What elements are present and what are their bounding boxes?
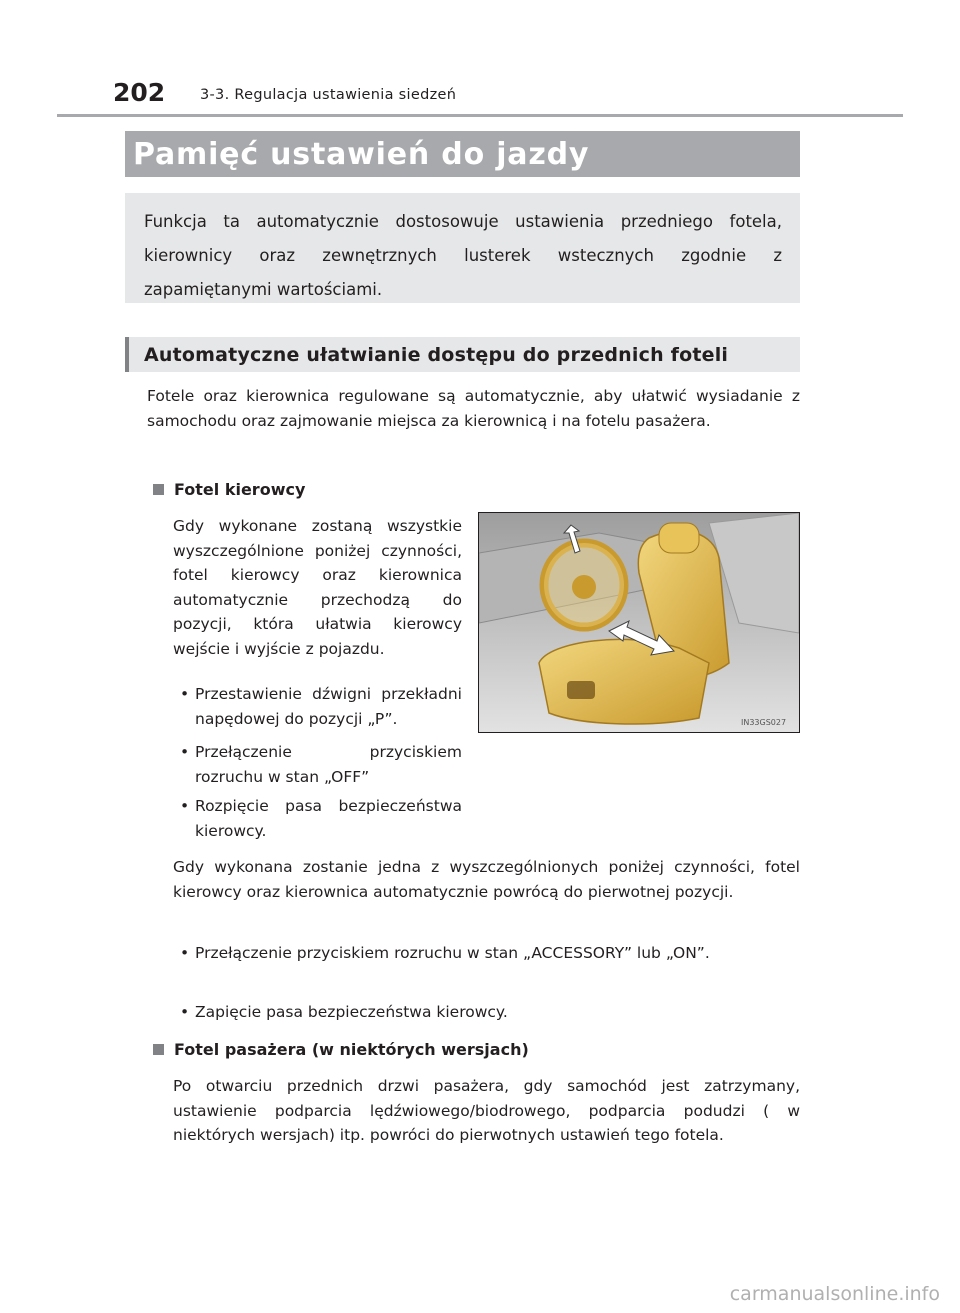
section-heading: Automatyczne ułatwianie dostępu do przednich foteli <box>144 343 729 366</box>
list-item <box>180 794 462 844</box>
running-header: 3-3. Regulacja ustawienia siedzeń <box>200 87 457 103</box>
driver-seat-heading-text: Fotel kierowcy <box>174 480 306 499</box>
square-bullet-icon <box>153 1044 164 1055</box>
bullet-dot-icon: • <box>180 743 190 761</box>
list-item <box>180 682 462 732</box>
section-paragraph: Fotele oraz kierownica regulowane są automatycznie, aby ułatwić wysiadanie z samochodu oraz zajmowanie miejsca za kierownicą i na fotelu pasażera. <box>147 387 800 430</box>
list-item-text: Rozpięcie pasa bezpieczeństwa kierowcy. <box>195 797 462 840</box>
car-seat-illustration <box>478 512 800 733</box>
bullet-dot-icon: • <box>180 685 190 703</box>
list-item-text: Zapięcie pasa bezpieczeństwa kierowcy. <box>195 1003 508 1021</box>
header-rule <box>57 114 903 117</box>
list-item-text: Przełączenie przyciskiem rozruchu w stan „OFF” <box>195 743 462 786</box>
passenger-seat-heading <box>153 1040 529 1059</box>
bullet-dot-icon: • <box>180 797 190 815</box>
illustration-code: IN33GS027 <box>741 718 787 727</box>
passenger-seat-text: Po otwarciu przednich drzwi pasażera, gdy samochód jest zatrzymany, ustawienie podparcia lędźwiowego/biodrowego, podparcia podudzi ( w niektórych wersjach) itp. powróci do pierwotnych ustawień tego fotela. <box>173 1077 800 1144</box>
car-seat-icon <box>479 513 799 732</box>
bullet-dot-icon: • <box>180 944 190 962</box>
title-bar <box>125 131 800 177</box>
return-text: Gdy wykonana zostanie jedna z wyszczególnionych poniżej czynności, fotel kierowcy oraz kierownica automatycznie powrócą do pierwotnej pozycji. <box>173 858 800 901</box>
section-heading-bar <box>125 337 800 372</box>
driver-seat-text: Gdy wykonane zostaną wszystkie wyszczególnione poniżej czynności, fotel kierowcy oraz kierownica automatycznie przechodzą do pozycji, która ułatwia kierowcy wejście i wyjście z pojazdu. <box>173 517 462 658</box>
list-item-text: Przestawienie dźwigni przekładni napędowej do pozycji „P”. <box>195 685 462 728</box>
list-item <box>180 740 462 790</box>
square-bullet-icon <box>153 484 164 495</box>
list-item <box>180 1000 800 1025</box>
driver-seat-heading <box>153 480 305 499</box>
intro-box: Funkcja ta automatycznie dostosowuje ustawienia przedniego fotela, kierownicy oraz zewnętrznych lusterek wstecznych zgodnie z zapamiętanymi wartościami. <box>125 193 800 303</box>
list-item <box>180 941 800 966</box>
bullet-dot-icon: • <box>180 1003 190 1021</box>
page-number: 202 <box>113 78 166 107</box>
passenger-seat-heading-text: Fotel pasażera (w niektórych wersjach) <box>174 1040 529 1059</box>
watermark: carmanualsonline.info <box>729 1283 940 1305</box>
page-title: Pamięć ustawień do jazdy <box>133 136 590 172</box>
list-item-text: Przełączenie przyciskiem rozruchu w stan „ACCESSORY” lub „ON”. <box>195 944 710 962</box>
